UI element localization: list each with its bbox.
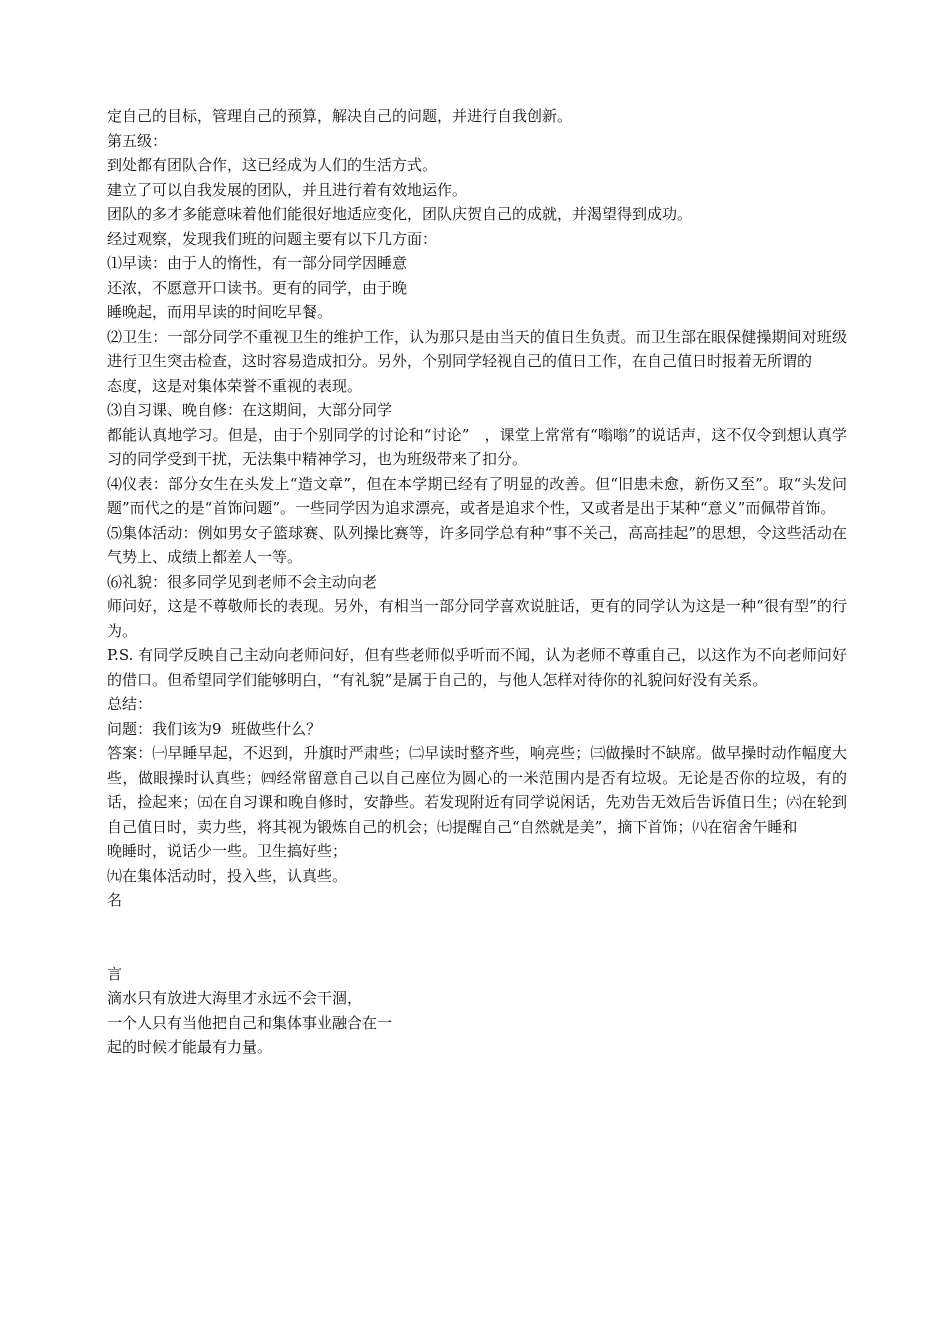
- text-line: 建立了可以自我发展的团队，并且进行着有效地运作。: [107, 180, 468, 199]
- text-paragraph: 师问好，这是不尊敬师长的表现。另外，有相当一部分同学喜欢说脏话，更有的同学认为这是一种“很有型”的行为。: [107, 597, 847, 640]
- answer-paragraph: 答案：㈠早睡早起，不迟到，升旗时严肃些；㈡早读时整齐些，响亮些；㈢做操时不缺席。做早操时动作幅度大些，做眼操时认真些；㈣经常留意自己以自己座位为圆心的一米范围内是否有垃圾。无论是否你的垃圾，有的话，捡起来；㈤在自习课和晚自修时，安静些。若发现附近有同学说闲话，先劝告无效后告诉值日生；㈥在轮到自己值日时，卖力些，将其视为锻炼自己的机会；㈦提醒自己“自然就是美”，摘下首饰；㈧在宿舍午睡和: [107, 744, 847, 836]
- quote-line: 一个人只有当他把自己和集体事业融合在一: [107, 1013, 393, 1032]
- quote-heading-first-char: 名: [107, 891, 123, 909]
- text-line: 到处都有团队合作，这已经成为人们的生活方式。: [107, 156, 438, 174]
- text-line: 态度，这是对集体荣誉不重视的表现。: [107, 376, 363, 395]
- item-appearance: ⑷仪表：部分女生在头发上“造文章”，但在本学期已经有了明显的改善。但“旧患未愈，新伤又至”。取“头发问题”而代之的是“首饰问题”。一些同学因为追求漂亮，或者是追求个性，又或者是出于某种“意义”而佩带首饰。: [107, 474, 847, 517]
- quote-line: 起的时候才能最有力量。: [107, 1038, 273, 1056]
- quote-line: 滴水只有放进大海里才永远不会干涸，: [107, 989, 363, 1007]
- text-line: 睡晚起，而用早读的时间吃早餐。: [107, 303, 333, 321]
- text-line: 还浓，不愿意开口读书。更有的同学，由于晚: [107, 278, 408, 297]
- summary-heading: 总结：: [107, 695, 153, 713]
- text-line: 经过观察，发现我们班的问题主要有以下几方面：: [107, 229, 438, 248]
- question-line: 问题：我们该为9 班做些什么？: [107, 719, 322, 738]
- text-line: 团队的多才多能意味着他们能很好地适应变化，团队庆贺自己的成就，并渴望得到成功。: [107, 205, 693, 223]
- blank-gap: [107, 913, 847, 962]
- text-line: 晚睡时，说话少一些。卫生搞好些；: [107, 842, 348, 860]
- text-paragraph: 都能认真地学习。但是，由于个别同学的讨论和“讨论” ，课堂上常常有“嗡嗡”的说话声，这不仅令到想认真学习的同学受到干扰，无法集中精神学习，也为班级带来了扣分。: [107, 425, 847, 468]
- document-body: [107, 104, 847, 1060]
- section-heading-level-five: 第五级：: [107, 131, 168, 150]
- item-group-activities: ⑸集体活动：例如男女子篮球赛、队列操比赛等，许多同学总有种“事不关己，高高挂起”的思想，令这些活动在气势上、成绩上都差人一等。: [107, 523, 847, 566]
- text-line: ㈨在集体活动时，投入些，认真些。: [107, 866, 348, 885]
- item-manners: ⑹礼貌：很多同学见到老师不会主动向老: [107, 572, 378, 591]
- item-morning-reading: ⑴早读：由于人的惰性，有一部分同学因睡意: [107, 254, 408, 272]
- text-line: 定自己的目标，管理自己的预算，解决自己的问题，并进行自我创新。: [107, 107, 573, 125]
- item-hygiene: ⑵卫生：一部分同学不重视卫生的维护工作，认为那只是由当天的值日生负责。而卫生部在眼保健操期间对班级进行卫生突击检查，这时容易造成扣分。另外，个别同学轻视自己的值日工作，在自己值日时报着无所谓的: [107, 327, 847, 370]
- quote-heading-second-char: 言: [107, 964, 123, 983]
- item-self-study: ⑶自习课、晚自修：在这期间，大部分同学: [107, 401, 393, 419]
- postscript-paragraph: P.S. 有同学反映自己主动向老师问好，但有些老师似乎听而不闻，认为老师不尊重自己，以这作为不向老师问好的借口。但希望同学们能够明白，“有礼貌”是属于自己的，与他人怎样对待你的礼貌问好没有关系。: [107, 646, 847, 689]
